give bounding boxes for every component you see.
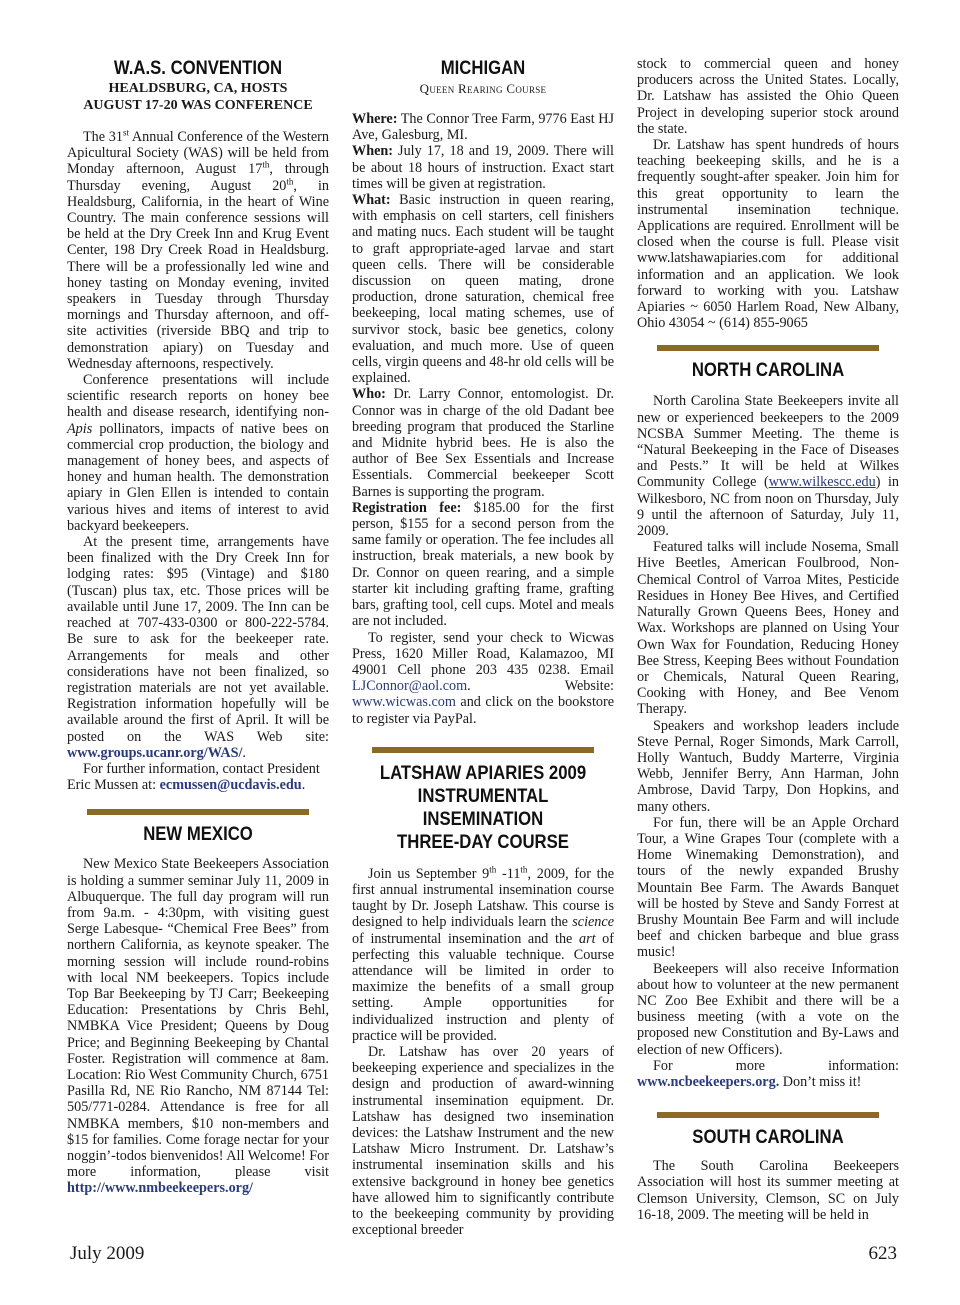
- nmbeekeepers-link[interactable]: http://www.nmbeekeepers.org/: [67, 1180, 253, 1197]
- column-2: [352, 57, 614, 1238]
- new-mexico-heading: NEW MEXICO: [143, 824, 253, 846]
- section-rule: [657, 345, 879, 351]
- sc-paragraph-1: The South Carolina Beekeepers Association will host its summer meeting at Clemson University, Clemson, SC on July 16-18, 2009. The meeting will be held in: [637, 1158, 899, 1223]
- michigan-fee: Registration fee: $185.00 for the first person, $155 for a second person from the same family or operation. The fee includes all instruction, break materials, a new book by Dr. Connor on queen rearing, and a simple starter kit including grafting frame, grafting bars, grafting tool, cell cups. Motel and meals are not included.: [352, 499, 614, 630]
- michigan-subheading: Queen Rearing Course: [419, 81, 547, 96]
- wicwas-website-link[interactable]: www.wicwas.com: [352, 694, 456, 711]
- was-subheading-1: HEALDSBURG, CA, HOSTS: [108, 81, 288, 96]
- was-paragraph-1: The 31st Annual Conference of the Western Apicultural Society (WAS) will be held from Monday afternoon, August 17th, through Thursday evening, August 20th, in Healdsburg, California, in the heart of Wine Country. The main conference sessions will be held at the Dry Creek Inn and Krug Event Center, 198 Dry Creek Road in Healdsburg. There will be a professionally led wine and honey tasting on Monday evening, invited speakers in Tuesday through Thursday mornings and Thursday afternoon, and off-site activities (riverside BBQ and trip to demonstration apiary) on Tuesday and Wednesday afternoons, respectively.: [67, 127, 329, 372]
- section-rule: [657, 1112, 879, 1118]
- michigan-heading: MICHIGAN: [440, 58, 526, 79]
- footer-date: July 2009: [70, 1243, 145, 1264]
- latshaw-paragraph-1: Join us September 9th -11th, 2009, for the first annual instrumental insemination course taught by Dr. Joseph Latshaw. This course is designed to help individuals learn the science of instrumental insemination and the art of perfecting this valuable technique. Course attendance will be limited in order to maximize the benefits of a small group setting. Ample opportunities for individualized instruction and plenty of practice will be provided.: [352, 863, 615, 1044]
- was-paragraph-4: For further information, contact President Eric Mussen at: ecmussen@ucdavis.edu.: [67, 760, 320, 794]
- latshaw-paragraph-3: Dr. Latshaw has spent hundreds of hours teaching beekeeping skills, and he is a frequently sought-after speaker. Join him for this great opportunity to learn the instrumental insemination technique. Applications are required. Enrollment will be closed when the course is full. Please visit www.latshawapiaries.com for additional information and an application. We look forward to working with you. Latshaw Apiaries ~ 6050 Harlem Road, New Albany, Ohio 43054 ~ (614) 855-9065: [637, 137, 899, 332]
- michigan-when: When: July 17, 18 and 19, 2009. There will be about 18 hours of instruction. Exact start times will be given at registration.: [352, 143, 614, 192]
- nc-paragraph-6: For more information: www.ncbeekeepers.org. Don’t miss it!: [637, 1057, 899, 1090]
- michigan-email-link[interactable]: LJConnor@aol.com: [352, 678, 468, 695]
- michigan-register: To register, send your check to Wicwas Press, 1620 Miller Road, Kalamazoo, MI 49001 Cell phone 203 435 0238. Email LJConnor@aol.com. Website: www.wicwas.com and click on the bookstore to register via PayPal.: [352, 629, 614, 727]
- north-carolina-heading: NORTH CAROLINA: [691, 360, 845, 382]
- ncbeekeepers-link[interactable]: www.ncbeekeepers.org.: [637, 1073, 780, 1090]
- south-carolina-heading: SOUTH CAROLINA: [692, 1127, 844, 1149]
- column-3: [637, 56, 899, 1223]
- footer-page-number: 623: [868, 1243, 897, 1264]
- was-heading: W.A.S. CONVENTION: [113, 58, 283, 79]
- nc-paragraph-1: North Carolina State Beekeepers invite all new or experienced beekeepers to the 2009 NCSBA Summer Meeting. The theme is “Natural Beekeeping in the Face of Diseases and Pests.” It will be held at Wilkes Community College (www.wilkescc.edu) in Wilkesboro, NC from noon on Thursday, July 9 until the afternoon of Saturday, July 11, 2009.: [637, 393, 899, 540]
- michigan-what: What: Basic instruction in queen rearing, with emphasis on cell starters, cell finishers and mating nucs. Each student will be taught to graft appropriate-aged larvae and start queen cells. There will be considerable discussion on queen mating, drone production, drone saturation, chemical free beekeeping, local mating schemes, use of survivor stock, basic bee genetics, colony evaluation, and much more. Use of queen cells, virgin queens and 48-hr old cells will be explained.: [352, 192, 614, 387]
- was-website-link[interactable]: www.groups.ucanr.org/WAS/: [67, 744, 243, 761]
- latshaw-paragraph-2: Dr. Latshaw has over 20 years of beekeeping experience and specializes in the design and production of award-winning instrumental insemination equipment. Dr. Latshaw has designed two insemination devices: the Latshaw Instrument and the new Latshaw Micro Instrument. Dr. Latshaw’s instrumental insemination skills and his extensive background in honey bee genetics have allowed him to significantly contribute to the beekeeping community by providing exceptional breeder: [352, 1043, 614, 1239]
- was-paragraph-2: Conference presentations will include scientific research reports on honey bee health and disease research, identifying non-Apis pollinators, impacts of native bees on commercial crop production, the biology and management of honey bees, and aspects of honey and human health. The demonstration apiary in Glen Ellen is intended to contain various hives and items of interest to avid backyard beekeepers.: [67, 372, 329, 534]
- section-rule: [372, 747, 594, 753]
- was-paragraph-3: At the present time, arrangements have been finalized with the Dry Creek Inn for lodging rates: $95 (Vintage) and $180 (Tuscan) plus tax, etc. Those prices will be available until June 17, 2009. The Inn can be reached at 707-433-0300 or 800-222-5784. Be sure to ask for the beekeeper rate. Arrangements for meals and other considerations have not been finalized, so registration materials are not yet available. Registration information hopefully will be available around the first of April. It will be posted on the WAS Web site: www.groups.ucanr.org/WAS/.: [67, 534, 329, 761]
- column-1: [67, 57, 329, 1197]
- was-subheading-2: AUGUST 17-20 WAS CONFERENCE: [83, 98, 313, 113]
- nc-paragraph-2: Featured talks will include Nosema, Small Hive Beetles, American Foulbrood, Non-Chemical Control of Varroa Mites, Pesticide Residues in Honey Bee Hives, and Certified Naturally Grown Queens Bees, Honey and Wax. Workshops are planned on Using Your Own Wax for Foundation, Reducing Honey Bee Stress, Keeping Bees without Foundation or Chemicals, Natural Queen Rearing, Cooking with Honey, and Bee Venom Therapy.: [637, 539, 899, 718]
- was-email-link[interactable]: ecmussen@ucdavis.edu: [159, 777, 302, 794]
- nc-paragraph-4: For fun, there will be an Apple Orchard Tour, a Wine Grapes Tour (complete with a Home Winemaking Demonstration), and tours of the newly expanded Brushy Mountain Bee Farm. The Awards Banquet will be hosted by Steve and Sandy Forrest at Brushy Mountain Bee Farm and will include beef and chicken barbeque and blue grass music!: [637, 814, 899, 961]
- wilkescc-link[interactable]: www.wilkescc.edu: [768, 474, 876, 491]
- latshaw-heading-2: INSTRUMENTAL INSEMINATION: [417, 785, 549, 830]
- latshaw-continued: stock to commercial queen and honey producers across the United States. Locally, Dr. Latshaw has assisted the Ohio Queen Project in developing superior stock around the state.: [637, 56, 899, 137]
- new-mexico-paragraph: New Mexico State Beekeepers Association is holding a summer seminar July 11, 2009 in Albuquerque. The full day program will run from 9a.m. - 4:30pm, with visiting guest Serge Labesque- “Chemical Free Bees” from northern California, as keynote speaker. The morning session will include round-robins with local NM beekeepers. Topics include Top Bar Beekeeping by TJ Carr; Beekeeping Education: Presentations by Chris Behl, NMBKA Vice President; Queens by Doug Price; and Beginning Beekeeping by Chantal Foster. Registration will commence at 8am. Location: Rio West Community Church, 6751 Pasilla Rd, NE Rio Rancho, NM 87144 Tel: 505/771-0284. Attendance is free for all NMBKA members, $10 non-members and $15 for families. Come forage nectar for your noggin’-todos bienvenidos! All Welcome! For more information, please visit http://www.nmbeekeepers.org/: [67, 856, 329, 1197]
- michigan-who: Who: Dr. Larry Connor, entomologist. Dr. Connor was in charge of the old Dadant bee breeding program that produced the Starline and Midnite hybrid bees. He is also the author of Bee Sex Essentials and Increase Essentials. Commercial beekeeper Scott Barnes is supporting the program.: [352, 386, 614, 500]
- latshaw-heading-3: THREE-DAY COURSE: [397, 831, 569, 853]
- michigan-where: Where: The Connor Tree Farm, 9776 East HJ Ave, Galesburg, MI.: [352, 111, 614, 144]
- latshaw-heading-1: LATSHAW APIARIES 2009: [379, 762, 587, 784]
- nc-paragraph-5: Beekeepers will also receive Information about how to volunteer at the new permanent NC Zoo Bee Exhibit and there will be a business meeting (with a vote on the proposed new Constitution and By-Laws and election of new Officers).: [637, 960, 899, 1058]
- section-rule: [87, 809, 309, 815]
- nc-paragraph-3: Speakers and workshop leaders include Steve Pernal, Roger Simonds, Mark Carroll, Holly Wantuch, Buddy Marterre, Virginia Webb, Jennifer Berry, Ann Harman, John Ambrose, David Tarpy, Don Hopkins, and many others.: [637, 717, 899, 815]
